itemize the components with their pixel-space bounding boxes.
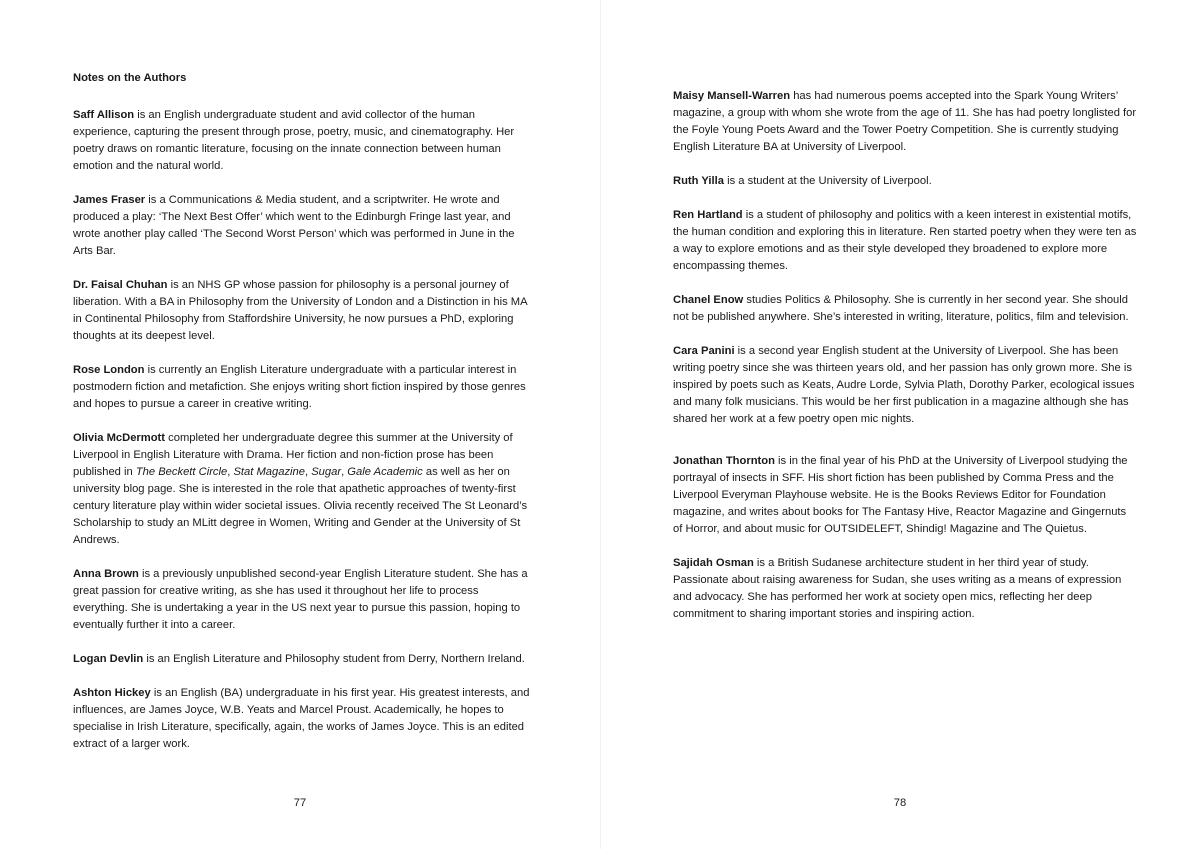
author-description: is a Communications & Media student, and a scriptwriter. He wrote and produced a play: ‘The Next Best Offer’ which went to the Edinburgh Fringe last year, and wrote another play called ‘The Second Worst Person’ which was performed in June in the Arts Bar. bbox=[73, 194, 515, 257]
author-name: James Fraser bbox=[73, 194, 146, 206]
left-column bbox=[73, 70, 535, 770]
author-bio-james-fraser bbox=[73, 192, 535, 260]
author-name: Rose London bbox=[73, 364, 145, 376]
publication-title: Gale Academic bbox=[347, 466, 423, 478]
author-description: is in the final year of his PhD at the University of Liverpool studying the portrayal of insects in SFF. His short fiction has been published by Comma Press and the Liverpool Everyman Playhouse website. He is the Books Reviews Editor for Foundation magazine, and writes about books for The Fantasy Hive, Reactor Magazine and Gingernuts of Horror, and about music for OUTSIDELEFT, Shindig! Magazine and The Quietus. bbox=[673, 455, 1128, 535]
author-description: is currently an English Literature undergraduate with a particular interest in postmodern fiction and metafiction. She enjoys writing short fiction inspired by those genres and hopes to pursue a career in creative writing. bbox=[73, 364, 526, 410]
author-description: is a previously unpublished second-year English Literature student. She has a great passion for creative writing, as she has used it throughout her life to process everything. She is undertaking a year in the US next year to pursue this passion, hoping to eventually further it into a career. bbox=[73, 568, 528, 631]
publication-title: Stat Magazine bbox=[233, 466, 305, 478]
publication-title: The Beckett Circle bbox=[135, 466, 228, 478]
author-bio-jonathan-thornton bbox=[673, 453, 1138, 538]
page-number: 77 bbox=[293, 797, 307, 809]
author-bio-ruth-yilla bbox=[673, 173, 1138, 190]
separator: , bbox=[341, 466, 348, 478]
right-page bbox=[600, 0, 1200, 849]
author-bio-faisal-chuhan bbox=[73, 277, 535, 345]
author-name: Logan Devlin bbox=[73, 653, 144, 665]
author-description: is an NHS GP whose passion for philosophy is a personal journey of liberation. With a BA in Philosophy from the University of London and a Distinction in his MA in Continental Philosophy from Staffordshire University, he now pursues a PhD, exploring thoughts at its deepest level. bbox=[73, 279, 527, 342]
author-name: Ashton Hickey bbox=[73, 687, 151, 699]
author-bio-saff-allison bbox=[73, 107, 535, 175]
author-description: is an English undergraduate student and avid collector of the human experience, capturing the present through prose, poetry, music, and cinematography. Her poetry draws on romantic literature, focusing on the innate connection between human emotion and the natural world. bbox=[73, 109, 515, 172]
author-description: is an English (BA) undergraduate in his first year. His greatest interests, and influences, are James Joyce, W.B. Yeats and Marcel Proust. Academically, he hopes to specialise in Irish Literature, specifically, again, the works of James Joyce. This is an edited extract of a larger work. bbox=[73, 687, 530, 750]
author-bio-maisy-mansell-warren bbox=[673, 88, 1138, 156]
author-bio-olivia-mcdermott bbox=[73, 430, 535, 549]
author-description: is a student of philosophy and politics with a keen interest in existential motifs, the human condition and exploring this in literature. Ren started poetry when they were ten as a way to explore emotions and as their style developed they broadened to explore more encompassing themes. bbox=[673, 209, 1137, 272]
author-bio-chanel-enow bbox=[673, 292, 1138, 326]
author-name: Maisy Mansell-Warren bbox=[673, 90, 791, 102]
author-description: studies Politics & Philosophy. She is currently in her second year. She should not be published anywhere. She’s interested in writing, literature, politics, film and television. bbox=[673, 294, 1129, 323]
author-description: is a second year English student at the University of Liverpool. She has been writing poetry since she was thirteen years old, and her passion has only grown more. She is inspired by poets such as Keats, Audre Lorde, Sylvia Plath, Dorothy Parker, ecological issues and many folk musicians. This would be her first publication in a magazine although she has shared her work at a few poetry open mic nights. bbox=[673, 345, 1135, 425]
author-name: Cara Panini bbox=[673, 345, 735, 357]
author-bio-logan-devlin bbox=[73, 651, 535, 668]
author-description: completed her undergraduate degree this summer at the University of Liverpool in English Literature with Drama. Her fiction and non-fiction prose has been published in bbox=[73, 432, 513, 478]
author-bio-cara-panini bbox=[673, 343, 1138, 428]
author-description: is a British Sudanese architecture student in her third year of study. Passionate about raising awareness for Sudan, she uses writing as a means of expression and advocacy. She has performed her work at society open mics, reflecting her deep commitment to sharing important stories and inspiring action. bbox=[673, 557, 1122, 620]
author-description: is an English Literature and Philosophy student from Derry, Northern Ireland. bbox=[143, 653, 525, 665]
author-bio-ashton-hickey bbox=[73, 685, 535, 753]
author-name: Dr. Faisal Chuhan bbox=[73, 279, 168, 291]
author-name: Anna Brown bbox=[73, 568, 139, 580]
publication-title: Sugar bbox=[311, 466, 342, 478]
author-name: Olivia McDermott bbox=[73, 432, 166, 444]
author-name: Ruth Yilla bbox=[673, 175, 724, 187]
page-number: 78 bbox=[893, 797, 907, 809]
author-bio-rose-london bbox=[73, 362, 535, 413]
author-bio-sajidah-osman bbox=[673, 555, 1138, 623]
section-heading: Notes on the Authors bbox=[73, 72, 187, 84]
author-name: Jonathan Thornton bbox=[673, 455, 775, 467]
author-name: Ren Hartland bbox=[673, 209, 743, 221]
author-description: is a student at the University of Liverpool. bbox=[723, 175, 932, 187]
separator: , bbox=[227, 466, 234, 478]
author-bio-ren-hartland bbox=[673, 207, 1138, 275]
author-description: has had numerous poems accepted into the Spark Young Writers’ magazine, a group with whom she wrote from the age of 11. She has had poetry longlisted for the Foyle Young Poets Award and the Tower Poetry Competition. She is currently studying English Literature BA at University of Liverpool. bbox=[673, 90, 1137, 153]
separator: , bbox=[304, 466, 312, 478]
author-name: Chanel Enow bbox=[673, 294, 744, 306]
author-description: as well as her on university blog page. She is interested in the role that apathetic approaches of twenty-first century literature play within wider societal issues. Olivia recently received The St Leonard’s Scholarship to study an MLitt degree in Women, Writing and Gender at the University of St Andrews. bbox=[73, 466, 528, 546]
author-name: Sajidah Osman bbox=[673, 557, 754, 569]
author-bio-anna-brown bbox=[73, 566, 535, 634]
right-column bbox=[673, 88, 1138, 640]
author-name: Saff Allison bbox=[73, 109, 135, 121]
